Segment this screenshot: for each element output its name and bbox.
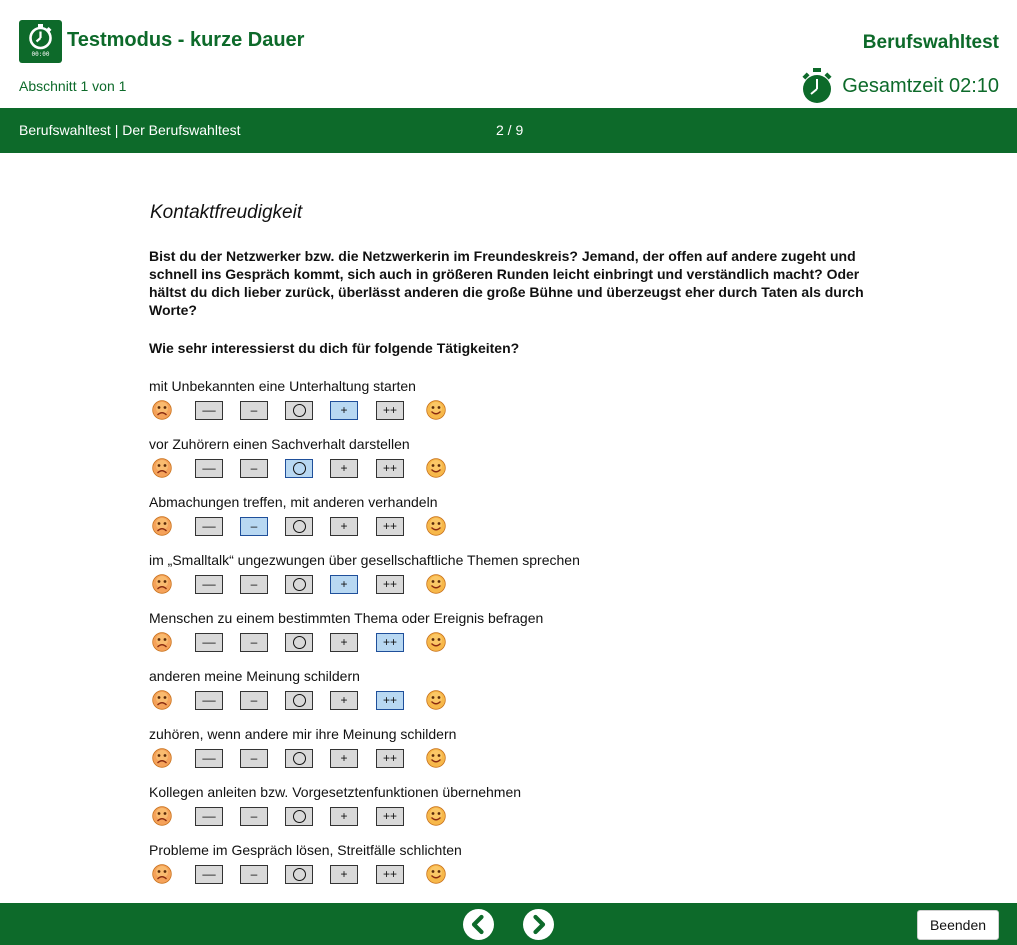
rating-option[interactable]: – [240, 807, 268, 826]
rating-option[interactable]: ++ [376, 459, 404, 478]
rating-option[interactable]: ++ [376, 749, 404, 768]
rating-option[interactable]: + [330, 865, 358, 884]
rating-option[interactable]: – [240, 517, 268, 536]
sad-face-icon [152, 806, 172, 826]
sad-face-icon [152, 516, 172, 536]
rating-option[interactable]: –– [195, 749, 223, 768]
happy-face-icon [426, 690, 446, 710]
sad-face-icon [152, 400, 172, 420]
sad-face-icon [152, 748, 172, 768]
rating-scale [149, 399, 449, 421]
rating-scale [149, 689, 449, 711]
neutral-circle-icon [293, 636, 306, 649]
rating-option[interactable]: –– [195, 459, 223, 478]
happy-face-icon [426, 458, 446, 478]
rating-item-label: anderen meine Meinung schildern [149, 668, 360, 684]
happy-face-icon [426, 748, 446, 768]
page-indicator: 2 / 9 [496, 122, 524, 138]
previous-button[interactable] [463, 909, 494, 940]
rating-option[interactable]: –– [195, 517, 223, 536]
happy-face-icon [426, 400, 446, 420]
happy-face-icon [426, 632, 446, 652]
rating-item-label: Kollegen anleiten bzw. Vorgesetztenfunktionen übernehmen [149, 784, 522, 800]
app-title: Testmodus - kurze Dauer [67, 29, 305, 51]
rating-option[interactable]: + [330, 517, 358, 536]
neutral-circle-icon [293, 578, 306, 591]
rating-option[interactable] [285, 749, 313, 768]
rating-option[interactable]: –– [195, 575, 223, 594]
rating-scale [149, 457, 449, 479]
icon-time-label: 00:00 [31, 51, 50, 58]
rating-item-label: Menschen zu einem bestimmten Thema oder Ereignis befragen [149, 610, 544, 626]
rating-option[interactable]: + [330, 459, 358, 478]
rating-scale [149, 863, 449, 885]
happy-face-icon [426, 574, 446, 594]
rating-scale [149, 747, 449, 769]
happy-face-icon [426, 516, 446, 536]
rating-item-label: vor Zuhörern einen Sachverhalt darstellen [149, 436, 410, 452]
rating-option[interactable] [285, 865, 313, 884]
rating-option[interactable] [285, 517, 313, 536]
rating-option[interactable]: – [240, 575, 268, 594]
neutral-circle-icon [293, 752, 306, 765]
rating-option[interactable]: – [240, 691, 268, 710]
neutral-circle-icon [293, 810, 306, 823]
rating-option[interactable]: + [330, 691, 358, 710]
rating-option[interactable]: + [330, 749, 358, 768]
chevron-left-icon [463, 909, 494, 940]
neutral-circle-icon [293, 462, 306, 475]
chevron-right-icon [523, 909, 554, 940]
rating-option[interactable]: – [240, 633, 268, 652]
rating-option[interactable] [285, 575, 313, 594]
rating-option[interactable] [285, 633, 313, 652]
rating-option[interactable] [285, 691, 313, 710]
rating-option[interactable]: + [330, 575, 358, 594]
rating-option[interactable]: – [240, 401, 268, 420]
breadcrumb-bar [0, 108, 1017, 153]
rating-item-label: zuhören, wenn andere mir ihre Meinung schildern [149, 726, 457, 742]
sad-face-icon [152, 574, 172, 594]
rating-option[interactable]: ++ [376, 517, 404, 536]
neutral-circle-icon [293, 694, 306, 707]
rating-scale [149, 805, 449, 827]
rating-option[interactable]: – [240, 865, 268, 884]
rating-scale [149, 631, 449, 653]
rating-option[interactable]: –– [195, 401, 223, 420]
section-indicator: Abschnitt 1 von 1 [19, 78, 127, 94]
rating-item-label: Abmachungen treffen, mit anderen verhandeln [149, 494, 438, 510]
rating-option[interactable]: + [330, 807, 358, 826]
rating-option[interactable]: ++ [376, 807, 404, 826]
rating-option[interactable]: ++ [376, 691, 404, 710]
next-button[interactable] [523, 909, 554, 940]
breadcrumb: Berufswahltest | Der Berufswahltest [19, 122, 241, 138]
timer-text: Gesamtzeit 02:10 [842, 74, 999, 97]
rating-option[interactable]: –– [195, 633, 223, 652]
rating-option[interactable]: –– [195, 865, 223, 884]
total-timer [802, 67, 999, 105]
footer-bar [0, 903, 1017, 945]
rating-option[interactable]: –– [195, 691, 223, 710]
question-title: Kontaktfreudigkeit [150, 202, 303, 223]
rating-option[interactable]: – [240, 459, 268, 478]
neutral-circle-icon [293, 404, 306, 417]
neutral-circle-icon [293, 520, 306, 533]
sad-face-icon [152, 864, 172, 884]
rating-item-label: im „Smalltalk“ ungezwungen über gesellschaftliche Themen sprechen [149, 552, 580, 568]
question-description: Bist du der Netzwerker bzw. die Netzwerkerin im Freundeskreis? Jemand, der offen auf andere zugeht und schnell ins Gespräch kommt, sich auch in größeren Runden leicht einbringt und verständlich macht? Oder hältst du dich lieber zurück, überlässt anderen die große Bühne und überzeugst eher durch Taten als durch Worte? [149, 248, 864, 318]
rating-option[interactable] [285, 401, 313, 420]
rating-item-label: Probleme im Gespräch lösen, Streitfälle schlichten [149, 842, 462, 858]
end-button[interactable]: Beenden [917, 910, 999, 940]
question-prompt: Wie sehr interessierst du dich für folgende Tätigkeiten? [149, 340, 520, 356]
rating-option[interactable]: + [330, 633, 358, 652]
rating-option[interactable]: ++ [376, 401, 404, 420]
neutral-circle-icon [293, 868, 306, 881]
rating-option[interactable]: – [240, 749, 268, 768]
happy-face-icon [426, 806, 446, 826]
header [0, 0, 1017, 108]
rating-item-label: mit Unbekannten eine Unterhaltung starten [149, 378, 416, 394]
rating-option[interactable] [285, 459, 313, 478]
rating-option[interactable]: ++ [376, 575, 404, 594]
sad-face-icon [152, 458, 172, 478]
rating-option[interactable]: ++ [376, 865, 404, 884]
rating-option[interactable]: –– [195, 807, 223, 826]
sad-face-icon [152, 690, 172, 710]
stopwatch-icon [802, 68, 832, 104]
rating-scale [149, 573, 449, 595]
rating-option[interactable]: + [330, 401, 358, 420]
brand-title: Berufswahltest [862, 32, 999, 53]
happy-face-icon [426, 864, 446, 884]
rating-option[interactable] [285, 807, 313, 826]
stopwatch-app-icon [19, 20, 62, 63]
sad-face-icon [152, 632, 172, 652]
rating-scale [149, 515, 449, 537]
rating-option[interactable]: ++ [376, 633, 404, 652]
